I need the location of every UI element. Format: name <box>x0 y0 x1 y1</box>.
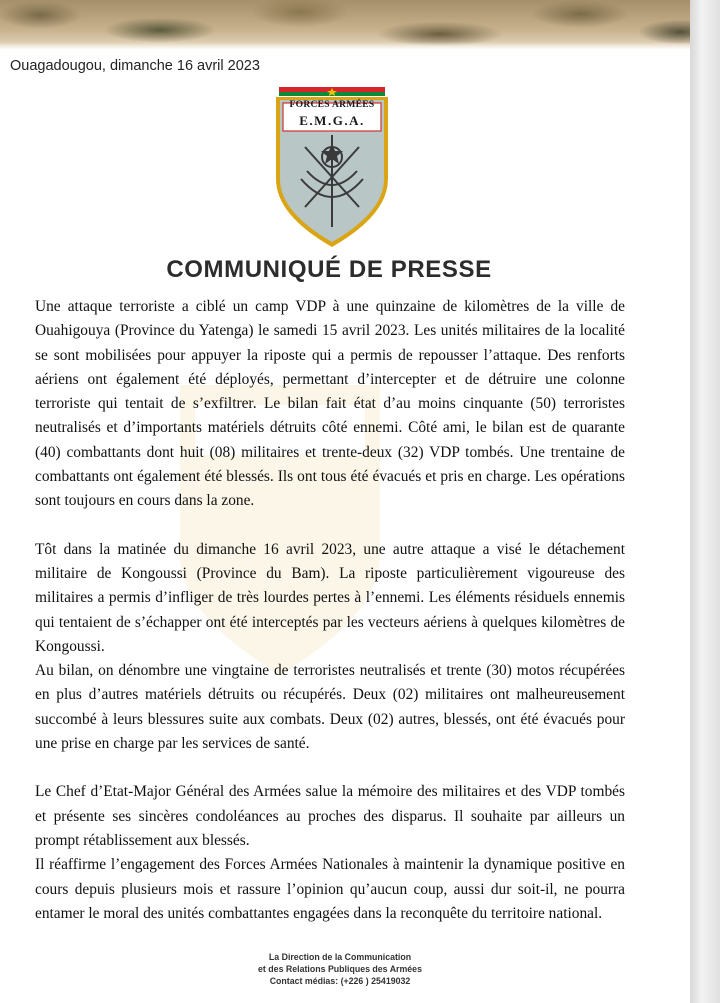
paragraph-kongoussi-toll: Au bilan, on dénombre une vingtaine de terroristes neutralisés et trente (30) motos récupérées en plus d’autres matériels détruits ou récupérés. Deux (02) militaires ont malheureusement succombé à leurs blessures suite aux combats. Deux (02) autres, blessés, ont été évacués pour une prise en charge par les services de santé. <box>35 662 625 753</box>
paragraph-ouahigouya: Une attaque terroriste a ciblé un camp VDP à une quinzaine de kilomètres de la ville de Ouahigouya (Province du Yatenga) le samedi 15 avril 2023. Les unités militaires de la localité se sont mobilisées pour appuyer la riposte qui a permis de repousser l’attaque. Des renforts aériens ont également été déployés, permettant d’intercepter et de détruire une colonne terroriste qui tentait de s’exfiltrer. Le bilan fait état d’au moins cinquante (50) terroristes neutralisés et d’importants matériels détruits côté ennemi. Côté ami, le bilan est de quarante (40) combattants dont huit (08) militaires et trente-deux (32) VDP tombés. Une trentaine de combattants ont également été blessés. Ils ont tous été évacués et pris en charge. Les opérations sont toujours en cours dans la zone. <box>35 298 625 510</box>
emblem-subtitle: E.M.G.A. <box>299 113 365 128</box>
paragraph-condolences: Le Chef d’Etat-Major Général des Armées salue la mémoire des militaires et des VDP tombés et présente ses sincères condoléances au proches des disparus. Il souhaite par ailleurs un prompt rétablissement aux blessés. <box>35 783 625 849</box>
paragraph-reaffirmation: Il réaffirme l’engagement des Forces Armées Nationales à maintenir la dynamique positive en cours depuis plusieurs mois et rassure l’opinion qu’aucun coup, aussi dur soit-il, ne pourra entamer le moral des unités combattantes engagées dans la reconquête du territoire national. <box>35 856 625 922</box>
emblem-title: FORCES ARMÉES <box>289 100 375 110</box>
emblem-shield-icon <box>273 87 391 249</box>
paragraph-kongoussi: Tôt dans la matinée du dimanche 16 avril 2023, une autre attaque a visé le détachement militaire de Kongoussi (Province du Bam). La riposte particulièrement vigoureuse des militaires a permis d’infliger de très lourdes pertes à l’ennemi. Les éléments résiduels ennemis qui tentaient de s’échapper ont été interceptés par les vecteurs aériens à quelques kilomètres de Kongoussi. <box>35 540 625 655</box>
page-title: COMMUNIQUÉ DE PRESSE <box>166 256 492 283</box>
emga-emblem <box>273 87 391 249</box>
footer-signature <box>220 951 460 987</box>
press-release-body <box>35 295 625 926</box>
footer-line-direction: La Direction de la Communication <box>268 952 412 962</box>
page-edge-shadow <box>690 0 720 1003</box>
footer-contact: Contact médias: (+226 ) 25419032 <box>269 976 411 986</box>
dateline: Ouagadougou, dimanche 16 avril 2023 <box>10 58 260 74</box>
camouflage-banner <box>0 0 690 50</box>
footer-line-relations: et des Relations Publiques des Armées <box>258 964 422 974</box>
